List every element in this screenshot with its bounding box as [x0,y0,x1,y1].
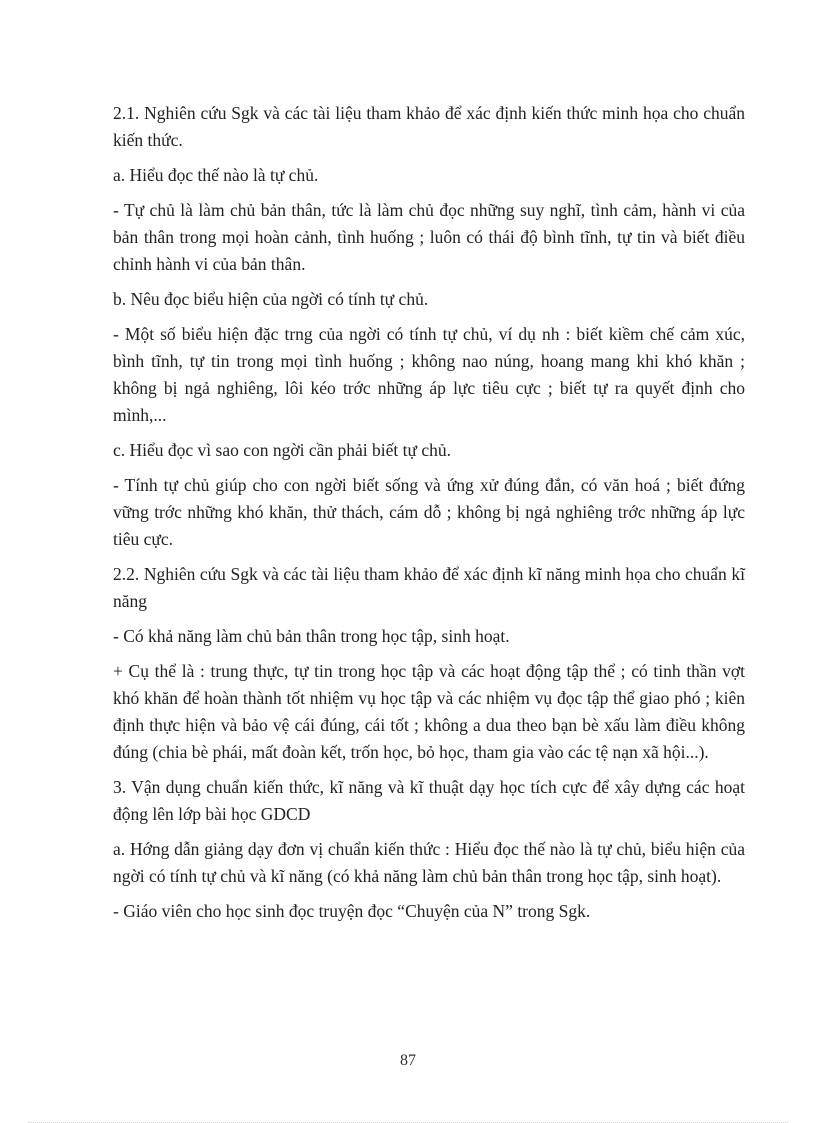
item-b-body: - Một số biểu hiện đặc trng của ngời có tính tự chủ, ví dụ nh : biết kiềm chế cảm xúc, bình tĩnh, tự tin trong mọi tình huống ; không nao núng, hoang mang khi khó khăn ; không bị ngả nghiêng, lôi kéo trớc những áp lực tiêu cực ; biết tự ra quyết định cho mình,... [113,324,745,425]
item-c-heading: c. Hiểu đọc vì sao con ngời cần phải biết tự chủ. [113,440,452,460]
document-body [113,100,745,933]
teaching-step: - Giáo viên cho học sinh đọc truyện đọc “Chuyện của N” trong Sgk. [113,901,591,921]
item-a-heading: a. Hiểu đọc thế nào là tự chủ. [113,165,319,185]
item-c-body: - Tính tự chủ giúp cho con ngời biết sống và ứng xử đúng đắn, có văn hoá ; biết đứng vững trớc những khó khăn, thử thách, cám dỗ ; không bị ngả nghiêng trớc những áp lực tiêu cực. [113,475,745,549]
section-heading-3: 3. Vận dụng chuẩn kiến thức, kĩ năng và kĩ thuật dạy học tích cực để xây dựng các hoạt động lên lớp bài học GDCD [113,777,745,824]
section-heading-2-1: 2.1. Nghiên cứu Sgk và các tài liệu tham khảo để xác định kiến thức minh họa cho chuẩn kiến thức. [113,103,745,150]
item-b-heading: b. Nêu đọc biểu hiện của ngời có tính tự chủ. [113,289,429,309]
section-heading-2-2: 2.2. Nghiên cứu Sgk và các tài liệu tham khảo để xác định kĩ năng minh họa cho chuẩn kĩ năng [113,564,745,611]
item-a-body: - Tự chủ là làm chủ bản thân, tức là làm chủ đọc những suy nghĩ, tình cảm, hành vi của bản thân trong mọi hoàn cảnh, tình huống ; luôn có thái độ bình tĩnh, tự tin và biết điều chỉnh hành vi của bản thân. [113,200,745,274]
page-number: 87 [400,1052,416,1069]
skill-summary: - Có khả năng làm chủ bản thân trong học tập, sinh hoạt. [113,626,510,646]
teaching-guide: a. Hớng dẫn giảng dạy đơn vị chuẩn kiến thức : Hiểu đọc thế nào là tự chủ, biểu hiện của ngời có tính tự chủ và kĩ năng (có khả năng làm chủ bản thân trong học tập, sinh hoạt). [113,839,745,886]
skill-details: + Cụ thể là : trung thực, tự tin trong học tập và các hoạt động tập thể ; có tinh thần vợt khó khăn để hoàn thành tốt nhiệm vụ học tập và các nhiệm vụ đọc tập thể giao phó ; kiên định thực hiện và bảo vệ cái đúng, cái tốt ; không a dua theo bạn bè xấu làm điều không đúng (chia bè phái, mất đoàn kết, trốn học, bỏ học, tham gia vào các tệ nạn xã hội...). [113,661,745,762]
